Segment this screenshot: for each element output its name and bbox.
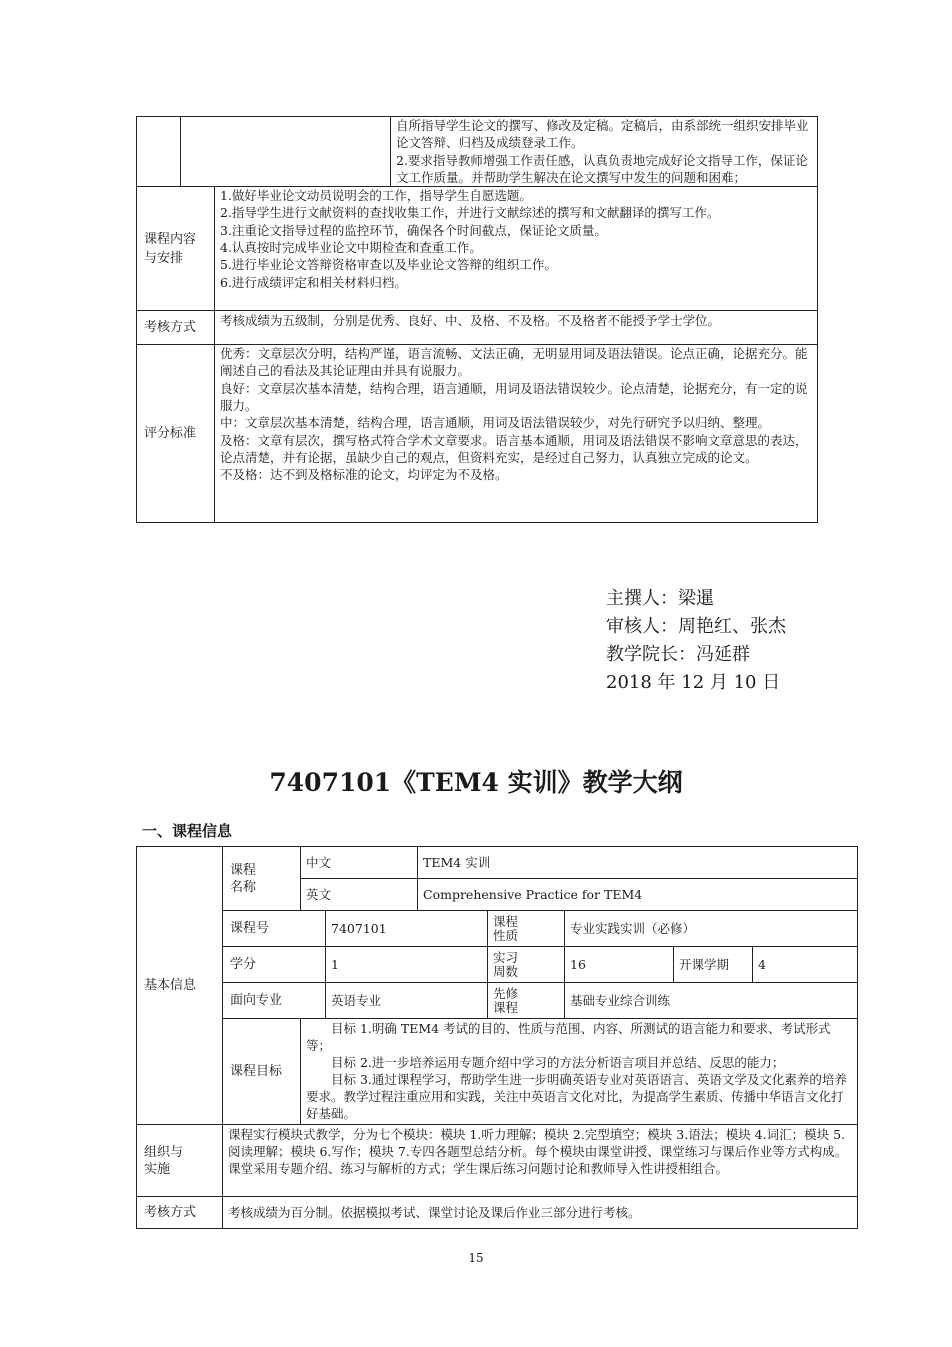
assessment-cell: 考核成绩为五级制，分别是优秀、良好、中、及格、不及格。不及格者不能授予学士学位。: [215, 311, 818, 345]
major-label: 面向专业: [223, 983, 326, 1019]
table-row: [137, 947, 858, 983]
content-cell: [215, 187, 818, 311]
weeks-value: 16: [565, 947, 674, 983]
table-row: [137, 117, 818, 187]
grading-line: 优秀：文章层次分明，结构严谨，语言流畅、文法正确，无明显用词及语法错误。论点正确，论据充分。能阐述自己的看法及其论证理由并具有说服力。: [220, 346, 808, 379]
course-info-table: [136, 846, 858, 1229]
empty-cell: [137, 117, 181, 187]
content-line: 6.进行成绩评定和相关材料归档。: [220, 274, 407, 290]
table-row: [137, 1197, 858, 1229]
major-value: 英语专业: [326, 983, 488, 1019]
goals-label: 课程目标: [223, 1019, 301, 1125]
english-label: 英文: [301, 879, 418, 911]
content-line: 2.指导学生进行文献资料的查找收集工作，并进行文献综述的撰写和文献翻译的撰写工作。: [220, 205, 720, 221]
chinese-name-value: TEM4 实训: [418, 847, 858, 879]
syllabus-title: 7407101《TEM4 实训》教学大纲: [269, 768, 683, 797]
grading-cell: [215, 345, 818, 523]
guidance-cell: [391, 117, 818, 187]
assessment-label: 考核方式: [137, 311, 215, 345]
credit-label: 学分: [223, 947, 326, 983]
credit-value: 1: [326, 947, 488, 983]
date-line: 2018 年 12 月 10 日: [606, 672, 781, 693]
table-row: [137, 847, 858, 879]
course-name-label: 课程名称: [223, 847, 301, 911]
semester-label: 开课学期: [674, 947, 753, 983]
course-no-value: 7407101: [326, 911, 488, 947]
table-row: [137, 311, 818, 345]
grading-label: 评分标准: [137, 345, 215, 523]
empty-cell: [181, 117, 391, 187]
org-label: 组织与实施: [137, 1125, 223, 1197]
page-number: 15: [468, 1251, 484, 1265]
goal-line: 目标 3.通过课程学习，帮助学生进一步明确英语专业对英语语言、英语文学及文化素养的培养要求。教学过程注重应用和实践，关注中英语言文化对比，为提高学生素质、传播中华语言文化打好基础。: [306, 1072, 847, 1121]
author-line: 主撰人：梁暹: [606, 588, 714, 609]
nature-value: 专业实践实训（必修）: [565, 911, 858, 947]
grading-line: 及格：文章有层次，撰写格式符合学术文章要求。语言基本通顺，用词及语法错误不影响文章意思的表达，论点清楚，并有论据，虽缺少自己的观点，但资料充实，是经过自己努力，认真独立完成的论文。: [220, 432, 808, 465]
chinese-label: 中文: [301, 847, 418, 879]
guidance-line: 2.要求指导教师增强工作责任感，认真负责地完成好论文指导工作，保证论文工作质量。并帮助学生解决在论文撰写中发生的问题和困难；: [396, 152, 808, 185]
content-line: 3.注重论文指导过程的监控环节，确保各个时间截点，保证论文质量。: [220, 222, 607, 238]
course-no-label: 课程号: [223, 911, 326, 947]
basic-info-label: 基本信息: [137, 847, 223, 1125]
goal-line: 目标 1.明确 TEM4 考试的目的、性质与范围、内容、所测试的语言能力和要求、考试形式等；: [306, 1021, 831, 1053]
assess-cell: 考核成绩为百分制。依据模拟考试、课堂讨论及课后作业三部分进行考核。: [223, 1197, 858, 1229]
table-row: [137, 983, 858, 1019]
org-cell: 课程实行模块式教学，分为七个模块：模块 1.听力理解；模块 2.完型填空；模块 3.语法；模块 4.词汇；模块 5.阅读理解；模块 6.写作；模块 7.专四各题型总结分析。每个模块由课堂讲授、课堂练习与课后作业等方式构成。课堂采用专题介绍、练习与解析的方式；学生课后练习问题讨论和教师导入性讲授相组合。: [223, 1125, 858, 1197]
weeks-label: 实习周数: [488, 947, 565, 983]
english-name-value: Comprehensive Practice for TEM4: [418, 879, 858, 911]
table-row: [137, 345, 818, 523]
content-label: 课程内容与安排: [137, 187, 215, 311]
grading-line: 不及格：达不到及格标准的论文，均评定为不及格。: [220, 467, 508, 483]
semester-value: 4: [753, 947, 858, 983]
assess-label: 考核方式: [137, 1197, 223, 1229]
grading-line: 良好：文章层次基本清楚，结构合理，语言通顺，用词及语法错误较少。论点清楚，论据充分，有一定的说服力。: [220, 380, 808, 414]
goals-cell: [301, 1019, 858, 1125]
signature-block: [606, 585, 786, 697]
table-row: [137, 1125, 858, 1197]
grading-line: 中：文章层次基本清楚，结构合理，语言通顺，用词及语法错误较少，对先行研究予以归纳、整理。: [220, 415, 771, 431]
table-row: [137, 1019, 858, 1125]
content-line: 1.做好毕业论文动员说明会的工作，指导学生自愿选题。: [220, 188, 532, 204]
goal-line: 目标 2.进一步培养运用专题介绍中学习的方法分析语言项目并总结、反思的能力；: [331, 1055, 785, 1070]
reviewer-line: 审核人：周艳红、张杰: [606, 616, 786, 637]
dean-line: 教学院长：冯延群: [606, 644, 750, 665]
content-line: 5.进行毕业论文答辩资格审查以及毕业论文答辩的组织工作。: [220, 257, 557, 273]
guidance-line: 自所指导学生论文的撰写、修改及定稿。定稿后，由系部统一组织安排毕业论文答辩、归档及成绩登录工作。: [396, 118, 809, 151]
section-heading: 一、课程信息: [142, 822, 233, 840]
table-row: [137, 187, 818, 311]
nature-label: 课程性质: [488, 911, 565, 947]
thesis-syllabus-table: [136, 116, 818, 523]
table-row: [137, 911, 858, 947]
prereq-label: 先修课程: [488, 983, 565, 1019]
prereq-value: 基础专业综合训练: [565, 983, 858, 1019]
content-line: 4.认真按时完成毕业论文中期检查和查重工作。: [220, 240, 482, 256]
